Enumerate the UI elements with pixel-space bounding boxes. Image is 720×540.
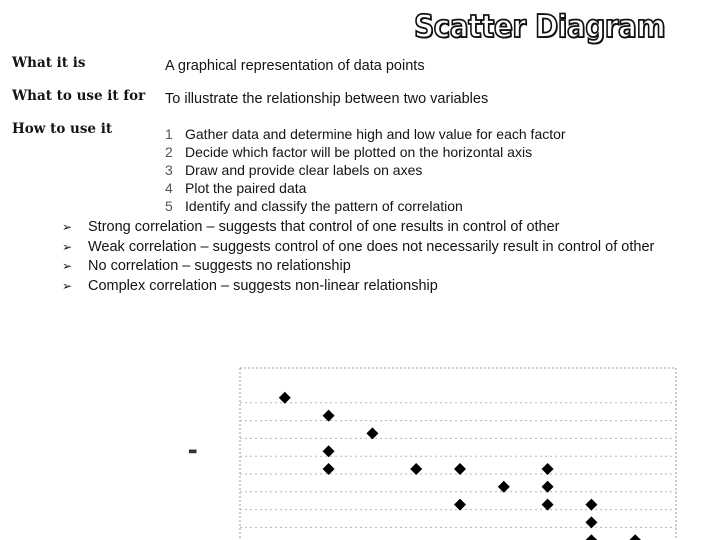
scatter-point	[366, 427, 378, 439]
scatter-point	[498, 481, 510, 493]
what-it-is-text: A graphical representation of data points	[165, 58, 425, 74]
chart-grid	[240, 368, 676, 540]
scatter-point	[542, 481, 554, 493]
scatter-point	[454, 499, 466, 511]
scatter-point	[323, 445, 335, 457]
how-to-use-it-label: How to use it	[12, 121, 113, 137]
what-to-use-it-for-label: What to use it for	[12, 88, 146, 104]
bullet-text: Complex correlation – suggests non-linear relationship	[88, 277, 438, 294]
scan-artifact-icon: ▬	[188, 446, 198, 457]
arrow-bullet-icon: ➢	[62, 220, 73, 234]
bullet-text: No correlation – suggests no relationship	[88, 258, 351, 274]
scatter-point	[585, 516, 597, 528]
what-it-is-label: What it is	[12, 55, 86, 71]
step-text: Plot the paired data	[185, 180, 307, 196]
page-title: Scatter Diagram	[414, 8, 666, 45]
step-text: Draw and provide clear labels on axes	[185, 162, 423, 178]
step-text: Gather data and determine high and low value for each factor	[185, 126, 566, 142]
scatter-point	[454, 463, 466, 475]
scatter-point	[323, 410, 335, 422]
scatter-point	[585, 499, 597, 511]
arrow-bullet-icon: ➢	[62, 278, 73, 293]
scatter-point	[279, 392, 291, 404]
scatter-point	[629, 534, 641, 540]
step-number: 3	[165, 162, 173, 178]
scatter-point	[585, 534, 597, 540]
what-to-use-it-for-text: To illustrate the relationship between two variables	[165, 91, 489, 107]
scatter-point	[323, 463, 335, 475]
step-number: 1	[165, 126, 173, 142]
arrow-bullet-icon: ➢	[62, 239, 73, 254]
scatter-point	[542, 463, 554, 475]
bullet-text: Strong correlation – suggests that control of one results in control of other	[88, 219, 560, 235]
scatter-point	[542, 499, 554, 511]
arrow-bullet-icon: ➢	[62, 259, 73, 273]
bullet-text: Weak correlation – suggests control of one does not necessarily result in control of other	[88, 238, 655, 255]
step-text: Identify and classify the pattern of correlation	[185, 198, 463, 214]
scatter-point	[410, 463, 422, 475]
chart-points	[279, 392, 641, 540]
step-text: Decide which factor will be plotted on the horizontal axis	[185, 144, 533, 160]
step-number: 4	[165, 180, 173, 196]
step-number: 5	[165, 198, 173, 214]
step-number: 2	[165, 144, 173, 160]
